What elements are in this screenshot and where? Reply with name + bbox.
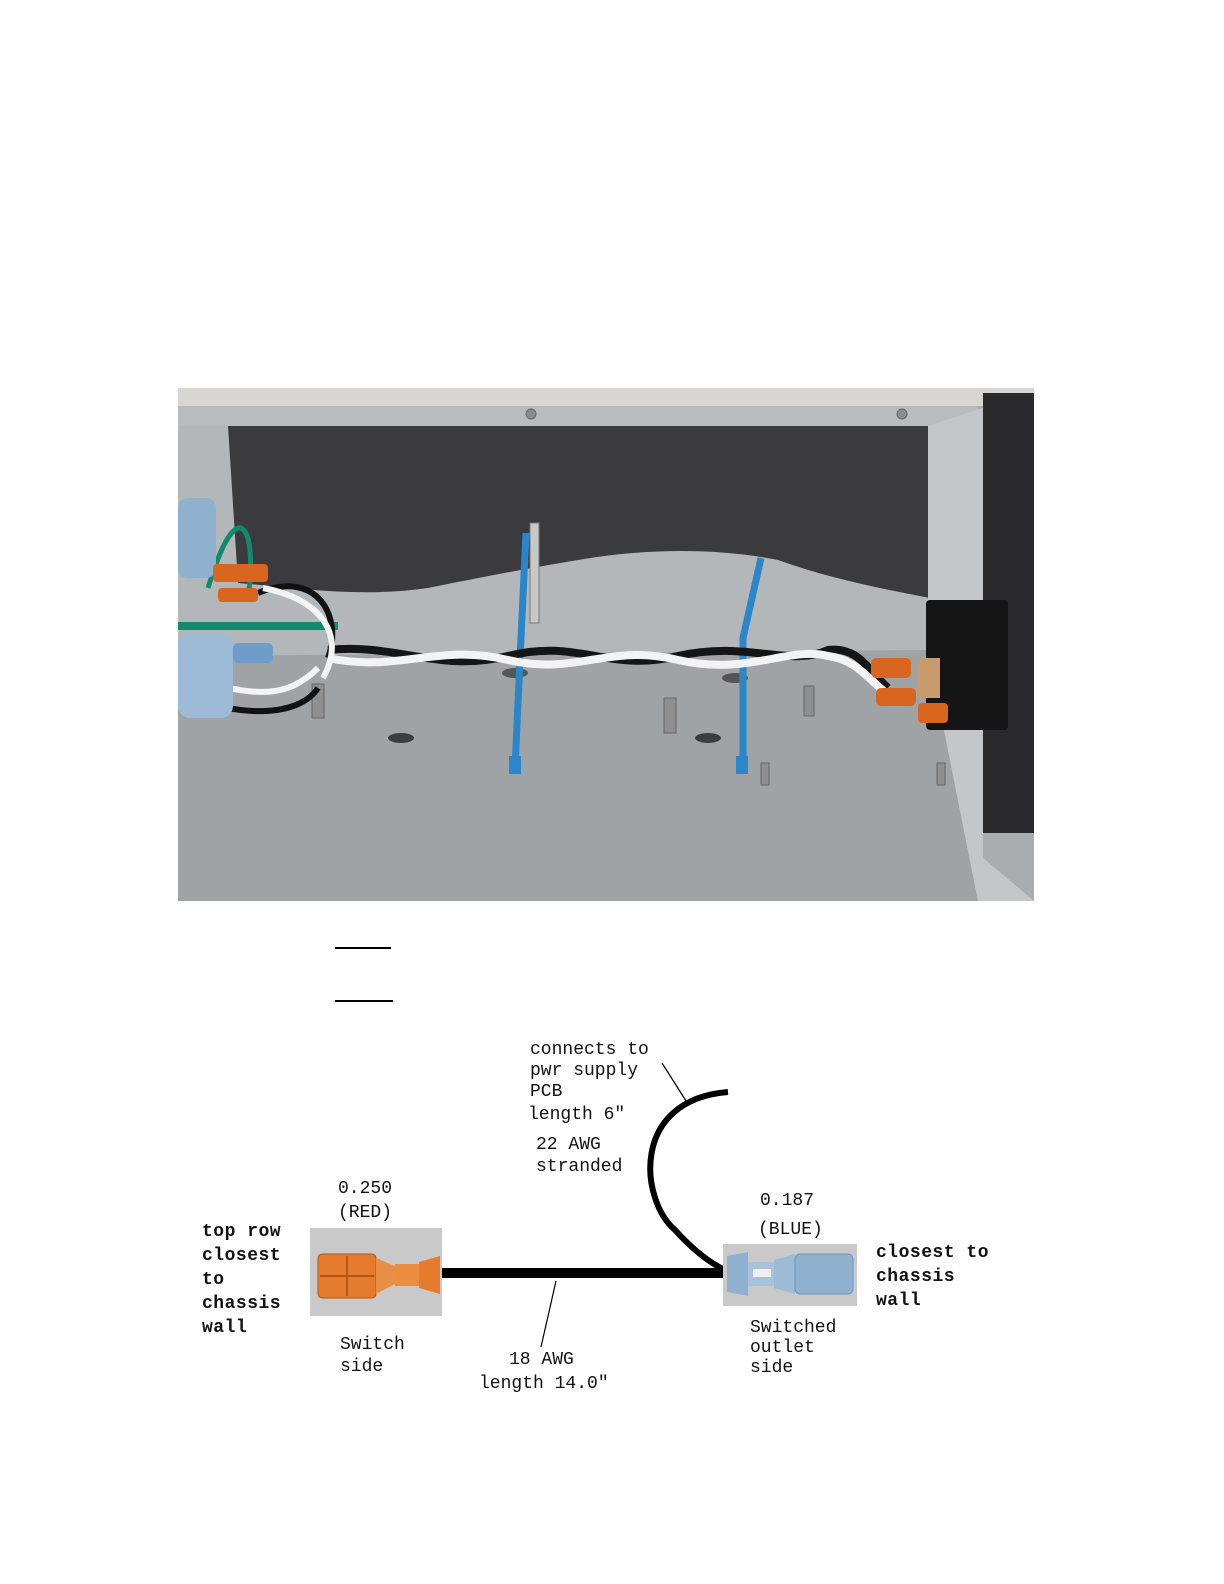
outlet-side-line3: side xyxy=(750,1358,794,1378)
leader-line xyxy=(662,1063,688,1104)
lid-strip xyxy=(178,388,1034,406)
standoff xyxy=(937,763,945,785)
left-position-note-line: to xyxy=(202,1270,225,1290)
pcb-note-line3: PCB xyxy=(530,1082,563,1102)
chassis-floor xyxy=(178,650,978,901)
blue-connector xyxy=(178,498,216,578)
outlet-side-line2: outlet xyxy=(750,1338,815,1358)
pcb-note-line1: connects to xyxy=(530,1040,649,1060)
right-position-note-line: closest to xyxy=(876,1243,990,1263)
orange-connector xyxy=(218,588,258,602)
orange-connector xyxy=(871,658,911,678)
thin-wire-gauge: 22 AWG xyxy=(536,1135,601,1155)
red-terminal-image xyxy=(310,1228,442,1316)
left-position-note-line: chassis xyxy=(202,1294,282,1314)
left-terminal-color: (RED) xyxy=(338,1203,393,1223)
blue-connector xyxy=(178,633,233,718)
right-terminal-size: 0.187 xyxy=(760,1191,815,1211)
pcb-wire xyxy=(650,1092,728,1270)
chassis-wiring-photo xyxy=(178,388,1034,901)
switch-side-line2: side xyxy=(340,1357,384,1377)
standoff xyxy=(664,698,676,733)
pcb-wire-length: length 6" xyxy=(528,1105,626,1125)
blank-underline xyxy=(335,947,391,949)
standoff xyxy=(804,686,814,716)
thin-wire-type: stranded xyxy=(536,1157,623,1177)
screw-head xyxy=(897,409,907,419)
standoff xyxy=(530,523,539,623)
left-position-note-line: wall xyxy=(202,1318,248,1338)
blank-underline xyxy=(335,1000,393,1002)
blue-connector xyxy=(233,643,273,663)
standoff xyxy=(761,763,769,785)
leader-line xyxy=(541,1281,556,1347)
orange-connector xyxy=(876,688,916,706)
blue-terminal-image xyxy=(723,1244,857,1306)
main-wire-length: length 14.0" xyxy=(479,1374,609,1394)
right-terminal-color: (BLUE) xyxy=(758,1220,823,1240)
right-position-note-line: wall xyxy=(876,1291,922,1311)
right-position-note-line: chassis xyxy=(876,1267,956,1287)
left-terminal-size: 0.250 xyxy=(338,1179,393,1199)
switch-side-line1: Switch xyxy=(340,1335,405,1355)
pcb-note-line2: pwr supply xyxy=(530,1061,639,1081)
outlet-side-line1: Switched xyxy=(750,1318,837,1338)
left-position-note-line: top row xyxy=(202,1222,282,1242)
main-wire-gauge: 18 AWG xyxy=(509,1350,574,1370)
orange-connector xyxy=(213,564,268,582)
left-position-note-line: closest xyxy=(202,1246,282,1266)
screw-head xyxy=(526,409,536,419)
orange-connector xyxy=(918,703,948,723)
